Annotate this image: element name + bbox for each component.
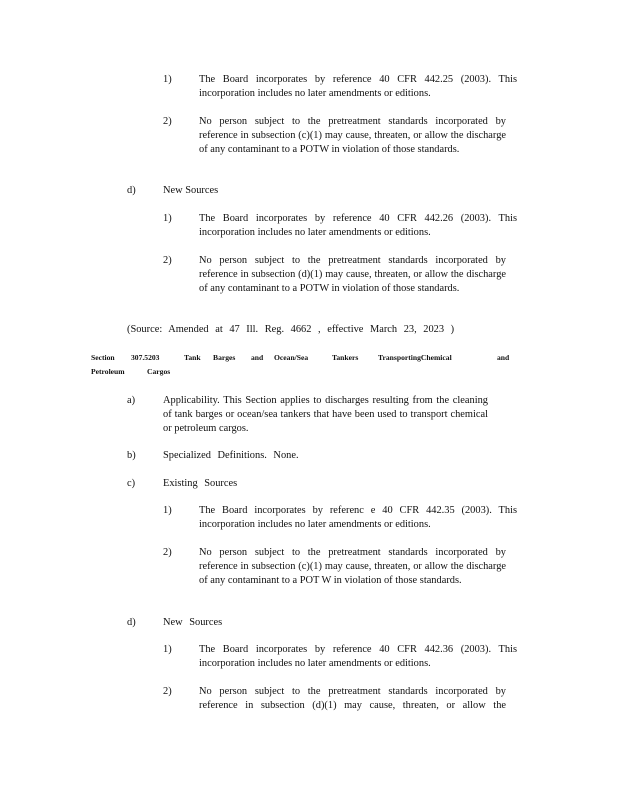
item-marker: 1) <box>163 505 172 516</box>
paragraph-prohibition-d1: No person subject to the pretreatment standards incorporated by reference in subsection (d)(1) may cause, threaten, or allow the discharge of any contaminant to a POTW in violation of those standards. <box>199 255 506 294</box>
paragraph-incorporation-442-35: The Board incorporates by referenc e 40 CFR 442.35 (2003). This incorporation includes no later amendments or editions. <box>199 505 517 530</box>
subsection-marker: c) <box>127 478 136 489</box>
heading-word: Barges <box>213 353 236 362</box>
heading-word: Section <box>91 353 115 362</box>
heading-word: TransportingChemical <box>378 353 452 362</box>
heading-word: Tank <box>184 353 201 362</box>
paragraph-incorporation-442-36: The Board incorporates by reference 40 CFR 442.36 (2003). This incorporation includes no later amendments or editions. <box>199 644 517 669</box>
heading-word: Tankers <box>332 353 359 362</box>
subsection-title-new-sources: New Sources <box>163 617 223 628</box>
heading-word: Ocean/Sea <box>274 353 309 362</box>
item-marker: 2) <box>163 116 172 127</box>
paragraph-specialized-definitions: Specialized Definitions. None. <box>163 450 299 461</box>
paragraph-prohibition-c1: No person subject to the pretreatment standards incorporated by reference in subsection (c)(1) may cause, threaten, or allow the discharge of any contaminant to a POTW in violation of those standards. <box>199 116 506 155</box>
subsection-title-existing-sources: Existing Sources <box>163 478 238 489</box>
heading-word: and <box>251 353 264 362</box>
heading-word: and <box>497 353 510 362</box>
heading-word: Cargos <box>147 367 171 376</box>
item-marker: 1) <box>163 213 172 224</box>
subsection-marker: d) <box>127 617 136 628</box>
item-marker: 2) <box>163 547 172 558</box>
paragraph-applicability: Applicability. This Section applies to discharges resulting from the cleaning of tank barges or ocean/sea tankers that have been used to transport chemical or petroleum cargos. <box>163 395 488 434</box>
item-marker: 2) <box>163 686 172 697</box>
subsection-marker: a) <box>127 395 136 406</box>
subsection-marker: b) <box>127 450 136 461</box>
item-marker: 2) <box>163 255 172 266</box>
item-marker: 1) <box>163 644 172 655</box>
subsection-marker: d) <box>127 185 136 196</box>
paragraph-prohibition-c1: No person subject to the pretreatment standards incorporated by reference in subsection (c)(1) may cause, threaten, or allow the discharge of any contaminant to a POT W in violation of those standards. <box>199 547 506 586</box>
paragraph-prohibition-d1: No person subject to the pretreatment standards incorporated by reference in subsection (d)(1) may cause, threaten, or allow the <box>199 686 506 711</box>
heading-word: Petroleum <box>91 367 125 376</box>
subsection-title-new-sources: New Sources <box>163 185 219 196</box>
paragraph-incorporation-442-26: The Board incorporates by reference 40 CFR 442.26 (2003). This incorporation includes no later amendments or editions. <box>199 213 517 238</box>
item-marker: 1) <box>163 74 172 85</box>
source-note: (Source: Amended at 47 Ill. Reg. 4662 , effective March 23, 2023 ) <box>127 324 455 335</box>
heading-word: 307.5203 <box>131 353 160 362</box>
section-heading <box>0 352 618 378</box>
paragraph-incorporation-442-25: The Board incorporates by reference 40 CFR 442.25 (2003). This incorporation includes no later amendments or editions. <box>199 74 517 99</box>
